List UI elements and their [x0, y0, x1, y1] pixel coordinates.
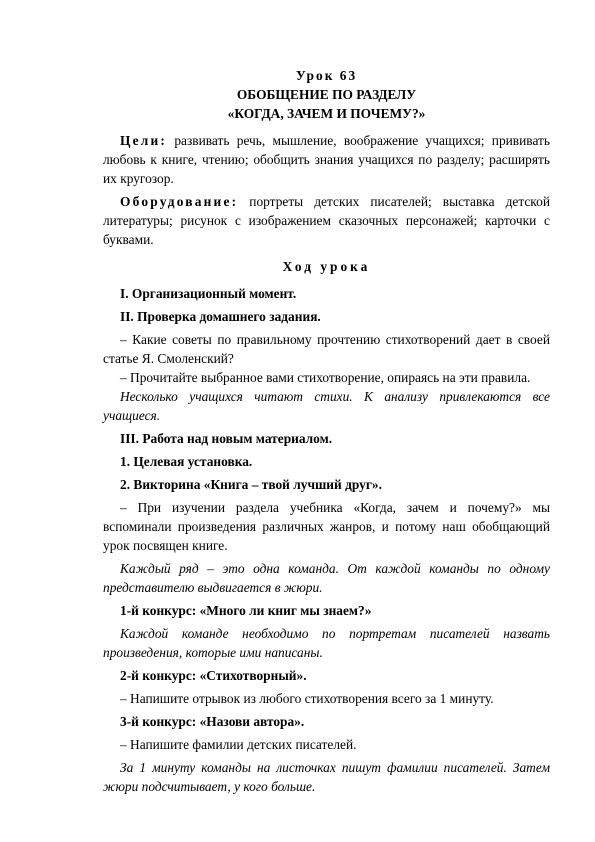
- equipment-text: портреты детских писателей; выставка детской литературы; рисунок с изображением сказочных персонажей; карточки с буквами.: [103, 194, 550, 247]
- contest-2-text: – Напишите отрывок из любого стихотворения всего за 1 минуту.: [120, 691, 494, 706]
- document-page: [103, 66, 550, 796]
- section-2-note: Несколько учащихся читают стихи. К анализу привлекаются все учащиеся.: [103, 389, 550, 423]
- contest-1-heading: 1-й конкурс: «Много ли книг мы знаем?»: [120, 603, 372, 618]
- lesson-title-line1: ОБОБЩЕНИЕ ПО РАЗДЕЛУ: [236, 87, 417, 102]
- section-2: II. Проверка домашнего задания.: [120, 309, 321, 324]
- section-2-question-1: – Какие советы по правильному прочтению стихотворений дает в своей статье Я. Смоленский?: [103, 332, 550, 366]
- contest-2-heading: 2-й конкурс: «Стихотворный».: [120, 668, 307, 683]
- section-3-2-text: – При изучении раздела учебника «Когда, зачем и почему?» мы вспоминали произведения различных жанров, и потому наш обобщающий урок посвящен книге.: [103, 500, 550, 553]
- equipment-paragraph: [103, 192, 550, 249]
- contest-1-note: Каждой команде необходимо по портретам писателей назвать произведения, которые ими написаны.: [103, 626, 550, 660]
- lesson-title-line2: «КОГДА, ЗАЧЕМ И ПОЧЕМУ?»: [227, 106, 426, 121]
- section-1: I. Организационный момент.: [120, 286, 297, 301]
- course-heading: Ход урока: [282, 259, 371, 274]
- section-3: III. Работа над новым материалом.: [120, 431, 333, 446]
- contest-3-note: За 1 минуту команды на листочках пишут фамилии писателей. Затем жюри подсчитывает, у кого больше.: [103, 760, 550, 794]
- goals-label: Цели:: [120, 133, 168, 148]
- goals-paragraph: [103, 131, 550, 188]
- section-3-2-note: Каждый ряд – это одна команда. От каждой команды по одному представителю выдвигается в жюри.: [103, 561, 550, 595]
- section-2-question-2: – Прочитайте выбранное вами стихотворение, опираясь на эти правила.: [120, 370, 531, 385]
- goals-text: развивать речь, мышление, воображение учащихся; прививать любовь к книге, чтению; обобщить знания учащихся по разделу; расширять их кругозор.: [103, 133, 550, 186]
- equipment-label: Оборудование:: [120, 194, 239, 209]
- contest-3-text: – Напишите фамилии детских писателей.: [120, 737, 357, 752]
- section-3-2: 2. Викторина «Книга – твой лучший друг».: [120, 477, 382, 492]
- section-3-1: 1. Целевая установка.: [120, 454, 253, 469]
- contest-3-heading: 3-й конкурс: «Назови автора».: [120, 714, 305, 729]
- lesson-number: Урок 63: [295, 68, 358, 83]
